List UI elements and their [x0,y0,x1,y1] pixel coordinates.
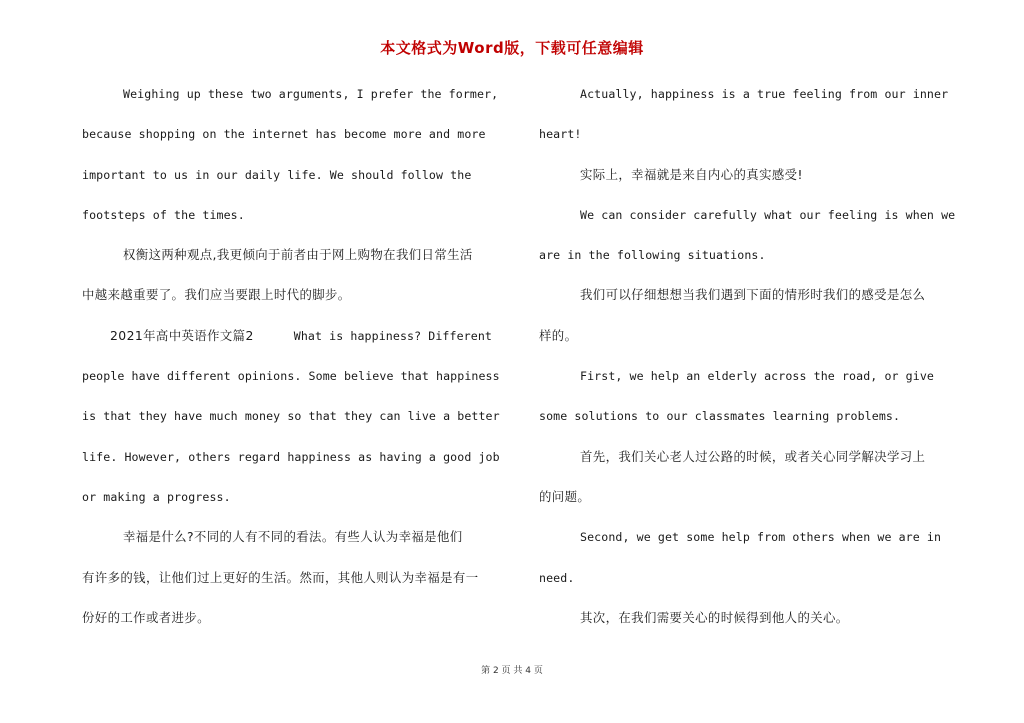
text-line: life. However, others regard happiness as having a good job [82,449,500,464]
text-line: some solutions to our classmates learning problems. [539,409,901,424]
text-line: heart! [539,127,582,142]
document-header: 本文格式为Word版，下载可任意编辑 [380,39,644,57]
text-line: footsteps of the times. [82,207,245,222]
text-line: 的问题。 [539,488,591,504]
text-line: 我们可以仔细想想当我们遇到下面的情形时我们的感受是怎么 [580,287,926,303]
text-line: is that they have much money so that they can live a better [82,409,500,424]
text-line: important to us in our daily life. We should follow the [82,167,472,182]
text-line: 实际上，幸福就是来自内心的真实感受! [580,166,803,182]
text-line: people have different opinions. Some believe that happiness [82,369,500,384]
text-line: We can consider carefully what our feeling is when we [580,207,956,222]
section-heading: 2021年高中英语作文篇2 [110,327,254,343]
left-column [82,80,512,644]
page-number: 第 2 页 共 4 页 [481,666,543,676]
text-line: Second, we get some help from others when we are in [580,530,942,545]
text-line: 中越来越重要了。我们应当要跟上时代的脚步。 [82,287,351,303]
section-line [82,322,512,362]
text-line: are in the following situations. [539,248,766,263]
text-line: 幸福是什么?不同的人有不同的看法。有些人认为幸福是他们 [123,529,463,545]
text-line: or making a progress. [82,489,231,504]
text-line: 首先，我们关心老人过公路的时候，或者关心同学解决学习上 [580,448,926,464]
text-line: 份好的工作或者进步。 [82,609,210,625]
text-line: Weighing up these two arguments, I prefer the former, [123,87,499,101]
text-line: Actually, happiness is a true feeling from our inner [580,87,949,101]
text-line: First, we help an elderly across the road, or give [580,369,935,384]
text-line: 权衡这两种观点,我更倾向于前者由于网上购物在我们日常生活 [123,247,473,263]
text-line: need. [539,570,575,585]
text-line: 有许多的钱，让他们过上更好的生活。然而，其他人则认为幸福是有一 [82,569,479,585]
text-line: 其次，在我们需要关心的时候得到他人的关心。 [580,609,849,625]
right-column [539,80,964,644]
section-first-line: What is happiness? Different [293,328,492,343]
text-line: 样的。 [539,327,578,343]
text-line: because shopping on the internet has become more and more [82,127,486,142]
